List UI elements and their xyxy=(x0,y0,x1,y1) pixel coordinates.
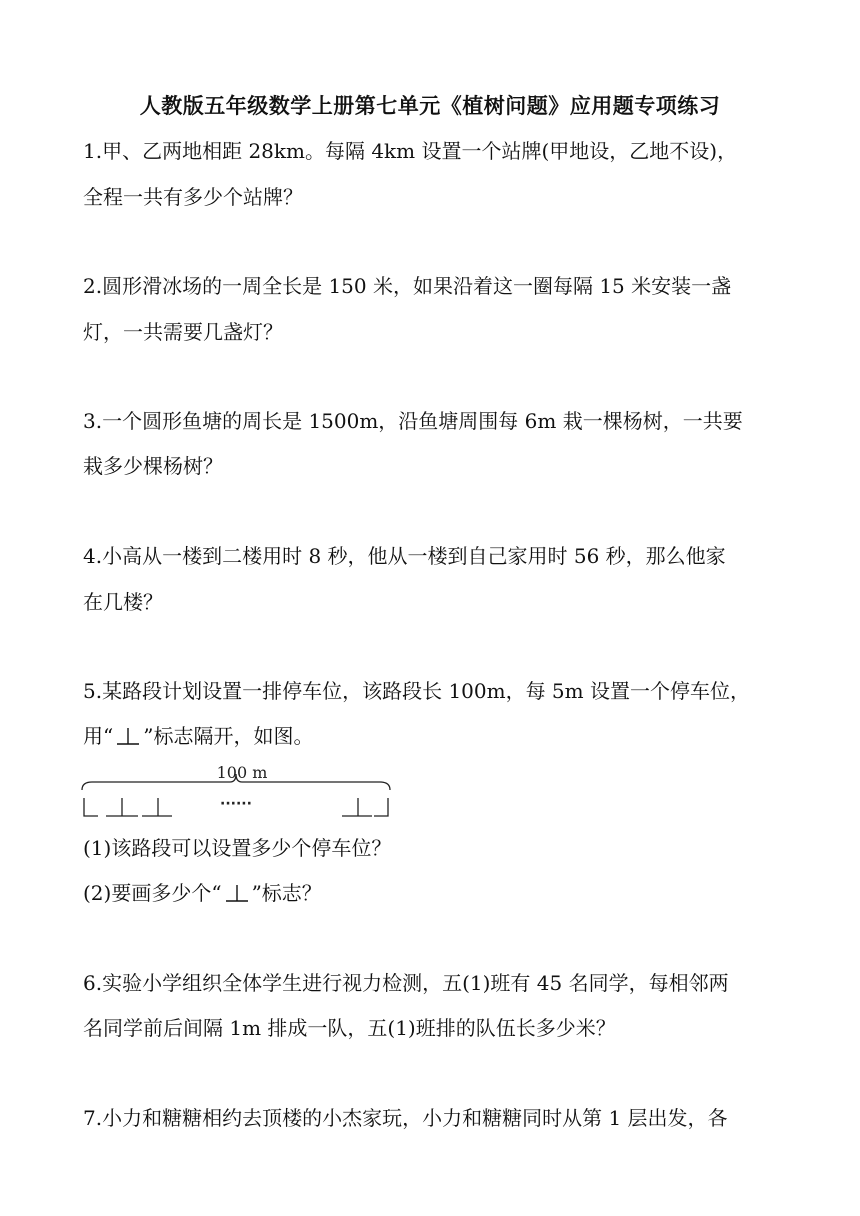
question-5-line-1: 5.某路段计划设置一排停车位，该路段长 100m，每 5m 设置一个停车位， xyxy=(83,679,750,703)
road-right-end xyxy=(374,798,388,816)
question-2-line-1: 2.圆形滑冰场的一周全长是 150 米，如果沿着这一圈每隔 15 米安装一盏 xyxy=(83,274,732,298)
page-title: 人教版五年级数学上册第七单元《植树问题》应用题专项练习 xyxy=(139,93,721,118)
question-5-sub-1: (1)该路段可以设置多少个停车位？ xyxy=(83,836,392,860)
question-5-line-2-before: 用“ xyxy=(83,724,114,748)
question-1-line-1: 1.甲、乙两地相距 28km。每隔 4km 设置一个站牌(甲地设，乙地不设)， xyxy=(83,139,738,163)
parking-divider-sign-icon xyxy=(224,884,250,902)
question-4-line-1: 4.小高从一楼到二楼用时 8 秒，他从一楼到自己家用时 56 秒，那么他家 xyxy=(83,544,726,568)
parking-road-diagram xyxy=(80,760,400,824)
question-6-line-2: 名同学前后间隔 1m 排成一队，五(1)班排的队伍长多少米？ xyxy=(83,1016,616,1040)
question-5-line-2 xyxy=(83,726,783,746)
ellipsis-dots: ······ xyxy=(220,796,252,812)
road-length-label: 100 m xyxy=(216,763,268,782)
parking-divider-sign-icon xyxy=(115,727,141,745)
question-4-line-2: 在几楼？ xyxy=(83,590,163,614)
question-5-sub-2 xyxy=(83,883,783,903)
question-5-line-2-after: ”标志隔开，如图。 xyxy=(143,724,314,748)
question-3-line-1: 3.一个圆形鱼塘的周长是 1500m，沿鱼塘周围每 6m 栽一棵杨树，一共要 xyxy=(83,409,743,433)
question-1-line-2: 全程一共有多少个站牌？ xyxy=(83,185,303,209)
question-2-line-2: 灯，一共需要几盏灯？ xyxy=(83,320,283,344)
road-left-end xyxy=(84,798,98,816)
question-3-line-2: 栽多少棵杨树？ xyxy=(83,454,223,478)
question-5-sub-2-before: (2)要画多少个“ xyxy=(83,881,222,905)
question-7-line-1: 7.小力和糖糖相约去顶楼的小杰家玩，小力和糖糖同时从第 1 层出发，各 xyxy=(83,1106,728,1130)
question-5-sub-2-after: ”标志？ xyxy=(251,881,322,905)
question-6-line-1: 6.实验小学组织全体学生进行视力检测，五(1)班有 45 名同学，每相邻两 xyxy=(83,971,729,995)
